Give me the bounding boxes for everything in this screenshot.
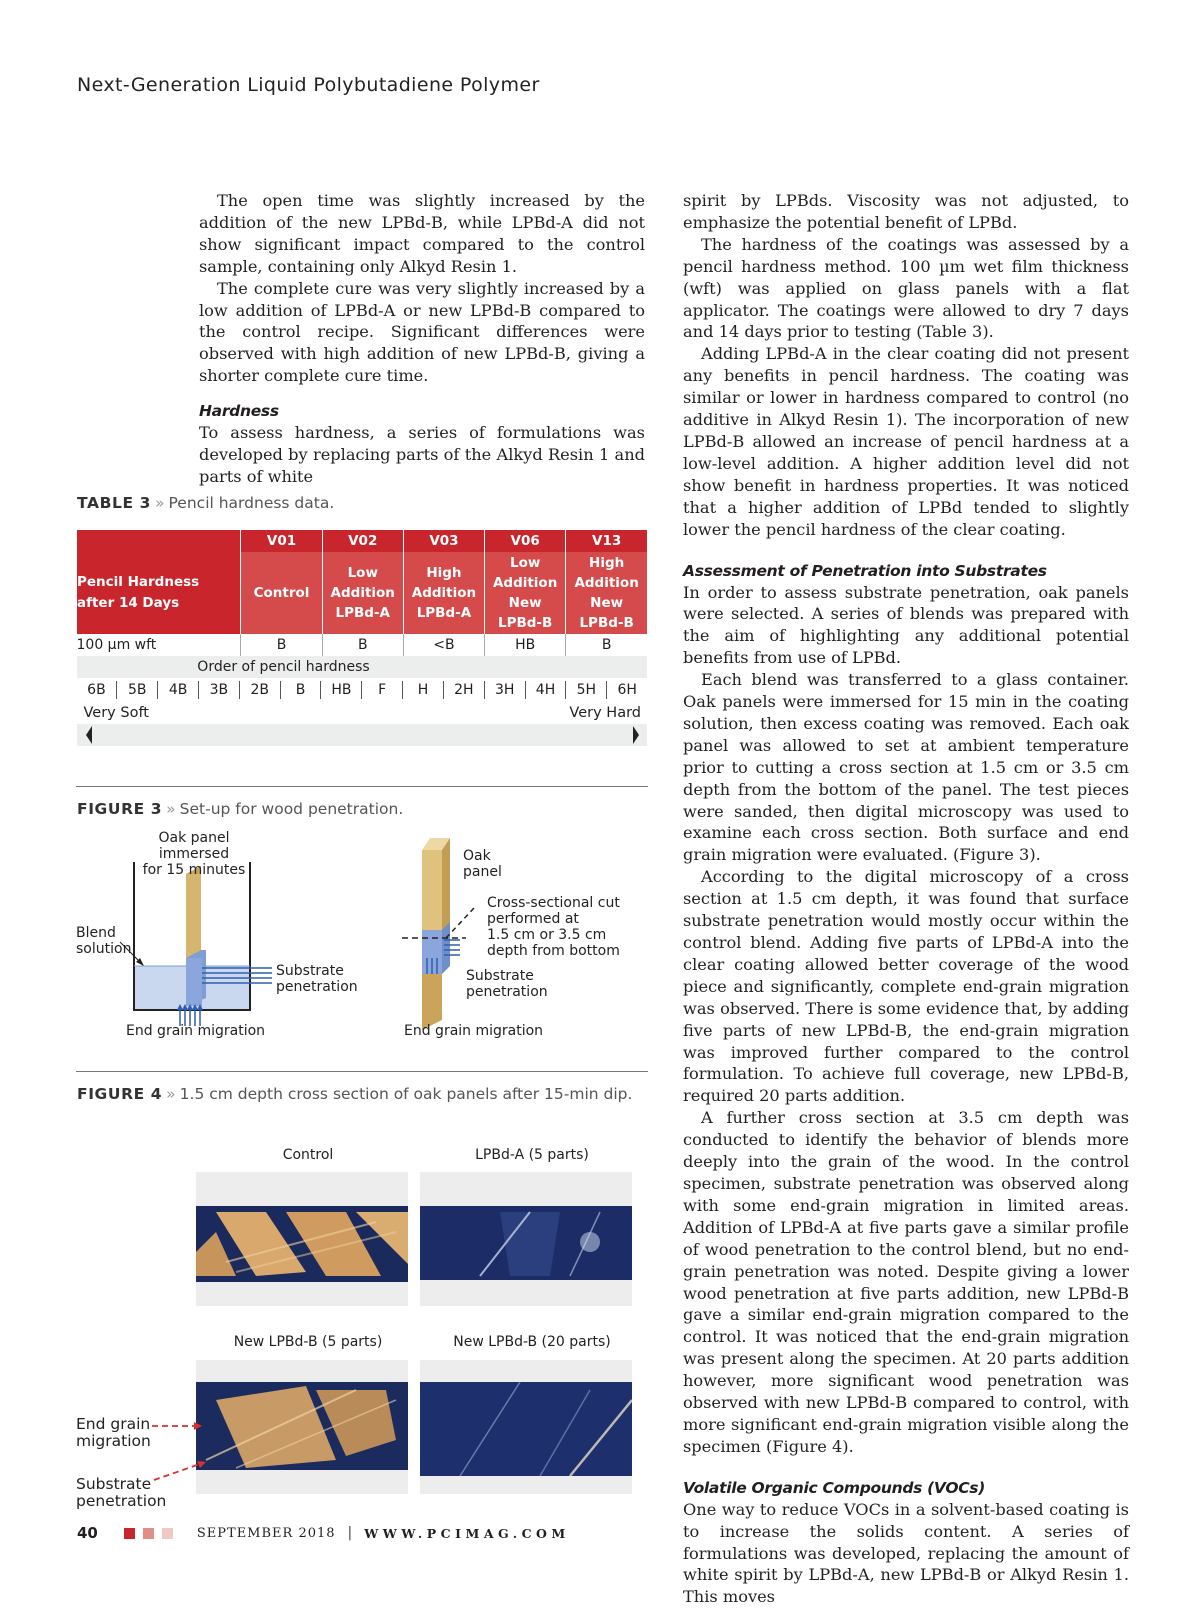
paragraph: To assess hardness, a series of formulations was developed by replacing parts of the Alkyd Resin 1 and parts of white [199,423,645,486]
photo-lpbd-b-20 [420,1360,632,1494]
photo-title-control: Control [282,1147,334,1163]
table-cell: HB [485,634,566,656]
paragraph: Adding LPBd-A in the clear coating did not present any benefits in pencil hardness. The coating was similar or lower in hardness compared to control (no additive in Alkyd Resin 1). The incorporation of new LPBd-B allowed an increase of pencil hardness at a low-level addition. A higher addition level did not show benefit in hardness properties. It was noticed that a higher addition of LPBd tended to slightly lower the pencil hardness of the clear coating. [683,344,1129,539]
figure3-diagram [76,830,648,1040]
photo-title-lpbd-a: LPBd-A (5 parts) [475,1147,589,1163]
table-cell: B [566,634,647,656]
figure3-title: Set-up for wood penetration. [179,800,404,818]
scale-step: 6B [87,682,106,698]
figure4-title: 1.5 cm depth cross section of oak panels after 15-min dip. [179,1085,633,1103]
section-heading-voc: Volatile Organic Compounds (VOCs) [683,1478,986,1497]
end-grain-left-label: End grain migration [126,1023,266,1039]
hardness-arrow [77,724,648,746]
footer-square [124,1528,135,1539]
code-v02: V02 [322,530,403,552]
photo-title-lpbd-b-20: New LPBd-B (20 parts) [453,1334,611,1350]
scale-step: HB [320,681,361,699]
substrate-annotation: Substrate penetration [76,1475,167,1510]
end-grain-annotation: End grain migration [76,1415,151,1450]
pencil-hardness-table [76,530,647,746]
right-column [683,190,1129,1608]
end-grain-right-label: End grain migration [404,1023,544,1039]
paragraph: The open time was slightly increased by the addition of the new LPBd-B, while LPBd-A did not show significant impact compared to the control sample, containing only Alkyd Resin 1. [199,191,645,276]
scale-step: H [402,681,443,699]
figure4-caption: FIGURE 4 » 1.5 cm depth cross section of oak panels after 15-min dip. [77,1085,633,1103]
paragraph: A further cross section at 3.5 cm depth was conducted to identify the behavior of blends more deeply into the grain of the wood. In the control specimen, substrate penetration was observed along with some end-grain migration in limited areas. Addition of LPBd-A at five parts gave a similar profile of wood penetration to the control blend, but no end-grain penetration was noted. Despite giving a lower wood penetration at five parts addition, new LPBd-B gave a similar end-grain migration compared to the control. It was noticed that the end-grain migration was present along the specimen. At 20 parts addition however, more significant wood penetration was observed with new LPBd-B compared to control, with more significant end-grain migration visible along the specimen (Figure 4). [683,1108,1129,1456]
scale-step: 3B [198,681,239,699]
blend-label: Blend solution [76,925,132,957]
order-label: Order of pencil hardness [77,656,648,678]
photo-lpbd-b-5 [196,1360,408,1494]
figure4-label: FIGURE 4 [77,1085,163,1103]
substrate-penetration-right-label: Substrate penetration [466,968,548,1000]
footer-square [143,1528,154,1539]
photo-control [196,1172,408,1306]
very-hard-label: Very Hard [569,705,641,721]
running-header: Next-Generation Liquid Polybutadiene Polymer [77,74,540,96]
immersed-label: Oak panel immersed for 15 minutes [142,830,246,878]
table-cell: <B [403,634,484,656]
scale-step: F [361,681,402,699]
table3-title: Pencil hardness data. [168,494,335,512]
photo-title-lpbd-b-5: New LPBd-B (5 parts) [233,1334,383,1350]
photo-lpbd-a [420,1172,632,1306]
cross-section-label: Cross-sectional cut performed at 1.5 cm or 3.5 cm depth from bottom [487,895,620,959]
issue-date: SEPTEMBER 2018 [196,1525,336,1541]
oak-panel-label: Oak panel [463,848,502,880]
scale-step: B [280,681,321,699]
scale-step: 2B [239,681,280,699]
section-heading-hardness: Hardness [199,402,279,421]
annotation-leader-lines [150,1420,220,1490]
hardness-scale [77,678,648,702]
paragraph: According to the digital microscopy of a cross section at 1.5 cm depth, it was found that surface substrate penetration would mostly occur within the control blend. Adding five parts of LPBd-A into the clear coating allowed better coverage of the wood piece and significantly, complete end-grain migration was observed. There is some evidence that, by adding five parts of new LPBd-B, the end-grain migration was improved further compared to the control formulation. To achieve full coverage, new LPBd-B, required 20 parts addition. [683,867,1129,1106]
substrate-penetration-left-label: Substrate penetration [276,963,358,995]
code-v13: V13 [566,530,647,552]
row-label: 100 µm wft [77,634,241,656]
section-heading-penetration: Assessment of Penetration into Substrates [683,561,1047,580]
scale-step: 3H [484,681,525,699]
paragraph: The complete cure was very slightly increased by a low addition of LPBd-A or new LPBd-B compared to the control recipe. Significant differences were observed with high addition of new LPBd-B, giving a shorter complete cure time. [199,278,645,386]
table3-caption: TABLE 3 » Pencil hardness data. [77,494,335,512]
figure3-caption: FIGURE 3 » Set-up for wood penetration. [77,800,404,818]
page-number: 40 [77,1524,98,1542]
table-cell: B [241,634,322,656]
table-row [77,634,648,656]
scale-step: 5B [116,681,157,699]
table-cell: B [322,634,403,656]
column-header: High Addition LPBd-A [403,552,484,634]
column-header: Low Addition New LPBd-B [485,552,566,634]
paragraph: spirit by LPBds. Viscosity was not adjusted, to emphasize the potential benefit of LPBd. [683,191,1129,232]
scale-step: 4B [157,681,198,699]
paragraph: One way to reduce VOCs in a solvent-based coating is to increase the solids content. A series of formulations was developed, replacing the amount of white spirit by LPBd-A, new LPBd-B or Alkyd Resin 1. This moves [683,1499,1129,1607]
paragraph: In order to assess substrate penetration, oak panels were selected. A series of blends was prepared with the aim of highlighting any additional potential benefits from use of LPBd. [683,582,1129,668]
code-v06: V06 [485,530,566,552]
left-column [199,190,645,488]
footer-square [162,1528,173,1539]
scale-step: 2H [443,681,484,699]
column-header: High Addition New LPBd-B [566,552,647,634]
scale-step: 6H [606,681,647,699]
code-v01: V01 [241,530,322,552]
row-header: Pencil Hardness after 14 Days [77,552,241,634]
scale-step: 5H [565,681,606,699]
paragraph: Each blend was transferred to a glass container. Oak panels were immersed for 15 min in the coating solution, then excess coating was removed. Each oak panel was allowed to set at ambient temperature prior to cutting a cross section at 1.5 cm or 3.5 cm depth from the bottom of the panel. The test pieces were sanded, then digital microscopy was used to examine each cross section. Both surface and end grain migration were evaluated. (Figure 3). [683,670,1129,865]
column-header: Low Addition LPBd-A [322,552,403,634]
column-header: Control [241,552,322,634]
paragraph: The hardness of the coatings was assessed by a pencil hardness method. 100 µm wet film thickness (wft) was applied on glass panels with a flat applicator. The coatings were allowed to dry 7 days and 14 days prior to testing (Table 3). [683,234,1129,342]
page-footer: 40 SEPTEMBER 2018 | WWW.PCIMAG.COM [77,1524,570,1542]
scale-step: 4H [525,681,566,699]
table3-label: TABLE 3 [77,494,152,512]
code-v03: V03 [403,530,484,552]
figure3-label: FIGURE 3 [77,800,163,818]
website-link[interactable]: WWW.PCIMAG.COM [364,1525,570,1541]
very-soft-label: Very Soft [83,705,149,721]
